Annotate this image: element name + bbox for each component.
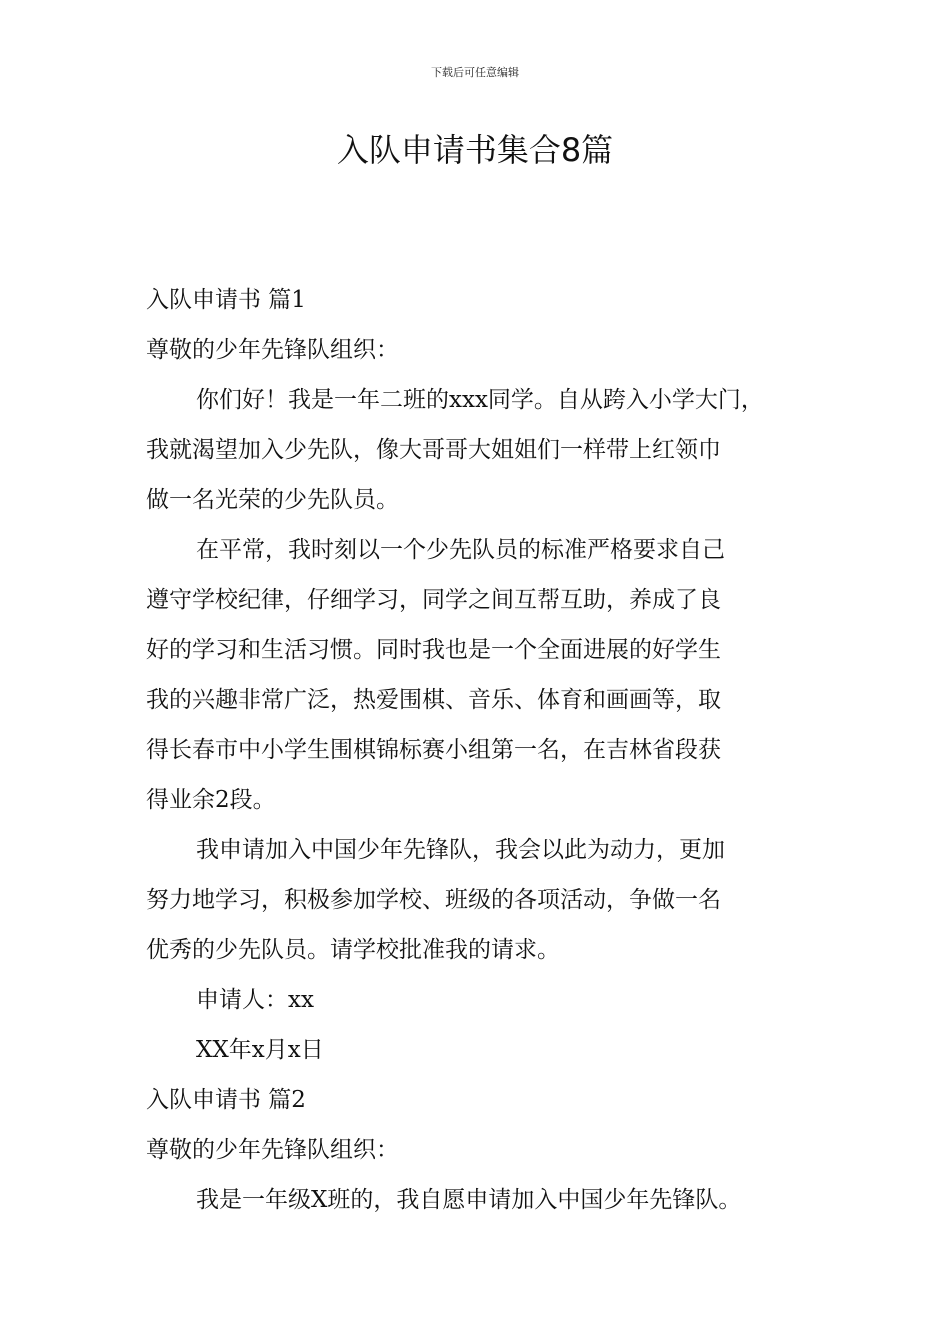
- paragraph-line: 在平常，我时刻以一个少先队员的标准严格要求自己: [196, 537, 725, 563]
- paragraph-line: 努力地学习，积极参加学校、班级的各项活动，争做一名: [146, 887, 721, 913]
- paragraph-line: 做一名光荣的少先队员。: [146, 487, 399, 513]
- paragraph-line: 遵守学校纪律，仔细学习，同学之间互帮互助，养成了良: [146, 587, 721, 613]
- document-body: [146, 275, 810, 1225]
- paragraph-line: 我就渴望加入少先队，像大哥哥大姐姐们一样带上红领巾: [146, 437, 721, 463]
- application-date: XX年x月x日: [196, 1037, 324, 1063]
- salutation-2: 尊敬的少年先锋队组织：: [146, 1137, 399, 1163]
- paragraph-line: 我的兴趣非常广泛，热爱围棋、音乐、体育和画画等，取: [146, 687, 721, 713]
- paragraph-line: 我申请加入中国少年先锋队，我会以此为动力，更加: [196, 837, 725, 863]
- paragraph-line: 好的学习和生活习惯。同时我也是一个全面进展的好学生: [146, 637, 721, 663]
- paragraph-line: 我是一年级X班的，我自愿申请加入中国少年先锋队。: [196, 1187, 742, 1213]
- paragraph-line: 你们好！我是一年二班的xxx同学。自从跨入小学大门，: [196, 387, 764, 413]
- document-title: 入队申请书集合8篇: [336, 131, 614, 169]
- paragraph-line: 得业余2段。: [146, 787, 276, 813]
- paragraph-line: 得长春市中小学生围棋锦标赛小组第一名，在吉林省段获: [146, 737, 721, 763]
- applicant-signature: 申请人：xx: [196, 987, 314, 1013]
- paragraph-line: 优秀的少先队员。请学校批准我的请求。: [146, 937, 560, 963]
- salutation-1: 尊敬的少年先锋队组织：: [146, 337, 399, 363]
- section-heading-1: 入队申请书 篇1: [146, 287, 306, 313]
- section-heading-2: 入队申请书 篇2: [146, 1087, 306, 1113]
- header-note: 下载后可任意编辑: [431, 66, 519, 79]
